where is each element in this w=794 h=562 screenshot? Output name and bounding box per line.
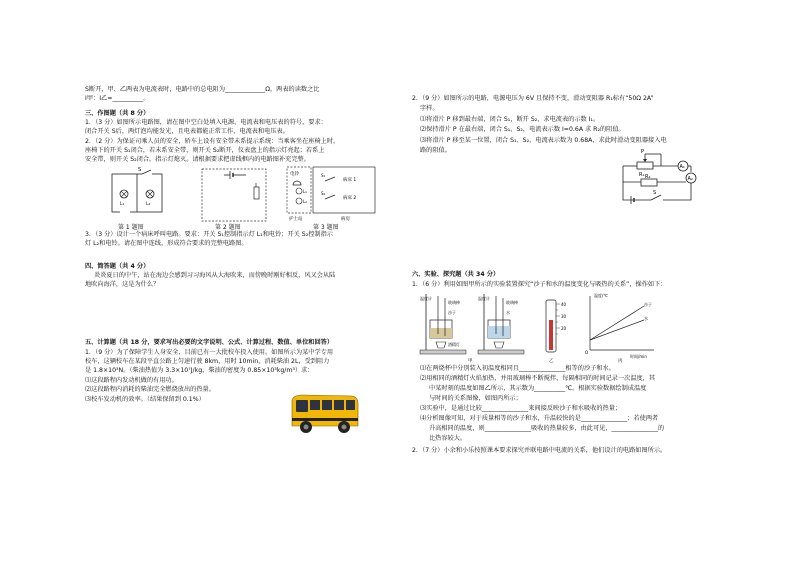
circuit-label-r2: R₂ [645,174,651,180]
fig3-label-bed2: 病床 2 [343,196,357,201]
fig-label-rod-1: 玻璃棒 [448,300,460,305]
school-bus-image [286,392,362,438]
circuit-label-r1: R₁ [639,172,645,178]
circuit-diagram-r1-r2 [617,150,697,210]
fig-label-water: 水 [506,310,510,315]
figure-2-dashed-box [200,165,270,223]
fig3-label-bell: 电铃 [290,172,299,177]
fig-tick-30: 30 [561,314,567,319]
circuit-label-a1: A₁ [679,164,685,170]
svg-text:L₂: L₂ [146,202,151,207]
fig-tick-20: 20 [561,326,567,331]
fig-caption-3: 第 3 题图 [313,224,339,231]
r-q2-line-6: 路的阻值。 [420,147,451,154]
fig-tick-40: 40 [561,302,567,307]
s6-q1-line-7: 升高相同的温度，则_______________吸收的热量较多，由此可见，_______________的 [429,425,665,432]
s5-q1-line-2: 校车，这辆校车在某段平直公路上匀速行驶 8km，用时 10min，消耗柴油 2L，受到阻力 [85,358,330,365]
experiment-figures [418,290,658,364]
fig-label-bing: 丙 [618,359,623,364]
section-5-title: 五、计算题（共 18 分，要求写出必要的文字说明、公式、计算过程、数值、单位和回答） [85,339,334,346]
fig-label-jia: 甲 [468,359,473,364]
intro-line-2: I甲：I乙=__________。 [85,95,150,102]
s6-q1-intro: 1．（6 分）利用如图甲所示的实验装置探究“沙子和水的温度变化与吸热的关系”，操作如下： [412,281,667,288]
fig-label-yi: 乙 [549,359,554,364]
fig-label-thermo-2: 温度计 [478,296,490,301]
fig3-label-s1: S₁ [321,173,326,178]
r-q2-line-3: ⑴将滑片 P 移到最右端，闭合 S₁，断开 S₂，求电流表的示数 I₁。 [420,116,600,123]
r-q2-line-1: 2．（9 分）如图所示的电路，电源电压为 6V 且保持不变，滑动变阻器 R₁标有“50Ω 2A” [412,95,654,102]
fig3-label-s2: S₂ [321,191,326,196]
s6-q1-line-5: ⑶实验中，是通过比较_______________来间接反映沙子和水吸收的热量； [420,405,622,412]
r-q2-line-5: ⑶将滑片 P 移至某一位置，闭合 S₁、S₂，电流表示数为 0.68A，求此时滑动变阻器接入电 [420,137,667,144]
s5-q1-line-1: 1．（9 分）为了保障学生人身安全，目前已有一大批校车投入使用。如图所示为某中学专用 [85,349,334,356]
fig-line-water: 水 [644,316,648,321]
fig-label-lamp: 酒精灯 [448,342,460,347]
svg-text:S: S [138,167,142,173]
figure-1-circuit [108,168,168,220]
s6-q1-line-8: 比热容较大。 [429,435,467,442]
s3-q3-line-1: 3．（3 分）设计一个病床呼叫电路。要求：开关 S₁控制指示灯 L₁和电铃；开关 S₂控制指示 [85,231,333,238]
section-4-title: 四、简答题（共 4 分） [85,263,150,270]
fig3-label-l1: L₁ [303,189,307,194]
s3-q1-line-2: 闭合开关 S后，两灯泡均能发光，且电表都能正常工作，电流表和电压表。 [85,128,289,135]
s6-q1-line-2: ⑵用相同的酒精灯火焰加热，并用玻璃棒不断搅拌，每隔相同的时间记录一次温度，其 [420,375,656,382]
r-q2-line-2: 字样。 [420,105,439,112]
fig-label-thermo-1: 温度计 [420,296,432,301]
s6-q1-line-4: 与时间的关系图像，如图丙所示； [429,395,522,402]
s6-q1-line-3: 中某时刻的温度如图乙所示，其示数为__________℃。根据实验数据绘制成温度 [429,385,647,392]
s5-q1-line-4: ⑴这段路程内发动机做的有用功。 [85,377,178,384]
fig-origin: O [585,350,589,355]
s3-q1-line-1: 1．（3 分）如图所示电路图，请在图中空白处填入电源、电流表和电压表的符号，要求： [85,119,327,126]
figure-3-ward-call [285,165,377,223]
section-6-title: 六、实验、探究题（共 34 分） [412,271,500,278]
circuit-label-p: P [641,149,645,155]
circuit-label-s: S [653,190,657,196]
fig3-label-bed1: 病床 1 [343,178,357,183]
s5-q1-line-3: 是 1.8×10³N。（柴油热值为 3.3×10⁷J/kg，柴油的密度为 0.85×10³kg/m³）求： [85,367,314,374]
s3-q2-line-1: 2．（2 分）为保证司乘人员的安全，轿车上设有安全带未系提示系统：当乘客坐在座椅上时， [85,138,340,145]
fig-caption-2: 第 2 题图 [215,224,241,231]
svg-text:L₁: L₁ [120,202,125,207]
s6-q2-line: 2．（7 分）小余和小乐按照课本要求探究并联电路中电流的关系，他们设计的电路如图所示。 [412,447,667,454]
fig-label-rod-2: 玻璃棒 [506,300,518,305]
s5-q1-line-6: ⑶校车发动机的效率。（结果保留到 0.1%） [85,396,205,403]
s6-q1-line-1: ⑴在两烧杯中分别装入初温度相同且_______________相等的沙子和水。 [420,365,615,372]
fig3-label-ward: 病房 [341,217,350,222]
s4-q-line-2: 地吹向海洋，这是为什么？ [85,281,160,288]
s5-q1-line-5: ⑵这段路程内消耗的柴油完全燃烧放出的热量。 [85,386,215,393]
s6-q1-line-6: ⑷分析图像可知，对于质量相等的沙子和水，升温较快的是_______________；若使两者 [420,415,659,422]
fig-line-sand: 沙子 [644,302,652,307]
fig3-label-nurse: 护士站 [289,217,303,222]
fig-caption-1: 第 1 题图 [118,224,144,231]
circuit-label-a2: A₂ [687,176,693,182]
fig-axis-temp: 温度/℃ [594,293,608,298]
s3-q2-line-2: 座椅下的开关 S₁闭合，若未系安全带，则开关 S₂断开，仪表盘上的指示灯亮起；若系上 [85,147,325,154]
s3-q3-line-2: 灯 L₂和电铃。请在图中连线，形成符合要求的完整电路图。 [85,240,248,247]
fig-label-sand: 沙子 [448,310,456,315]
fig-axis-time: 时间/min [630,354,647,359]
s3-q2-line-3: 安全带，则开关 S₂闭合，指示灯熄灭。请根据要求把虚线框内的电路图补充完整。 [85,156,310,163]
fig3-label-l2: L₂ [303,199,307,204]
intro-line-1: S断开，甲、乙两表为电流表时，电路中的总电阻为_____________Ω，两表的读数之比 [85,86,320,93]
r-q2-line-4: ⑵保持滑片 P 在最右端，闭合 S₁、S₂，电流表示数 I=0.6A 求 R₂的阻值。 [420,126,625,133]
section-3-title: 三、作图题（共 8 分） [85,110,150,117]
s4-q-line-1: 炎炎夏日的中午，站在海边会感到习习海风从大海吹来，而傍晚时刚好相反，风又会从陆 [94,272,336,279]
